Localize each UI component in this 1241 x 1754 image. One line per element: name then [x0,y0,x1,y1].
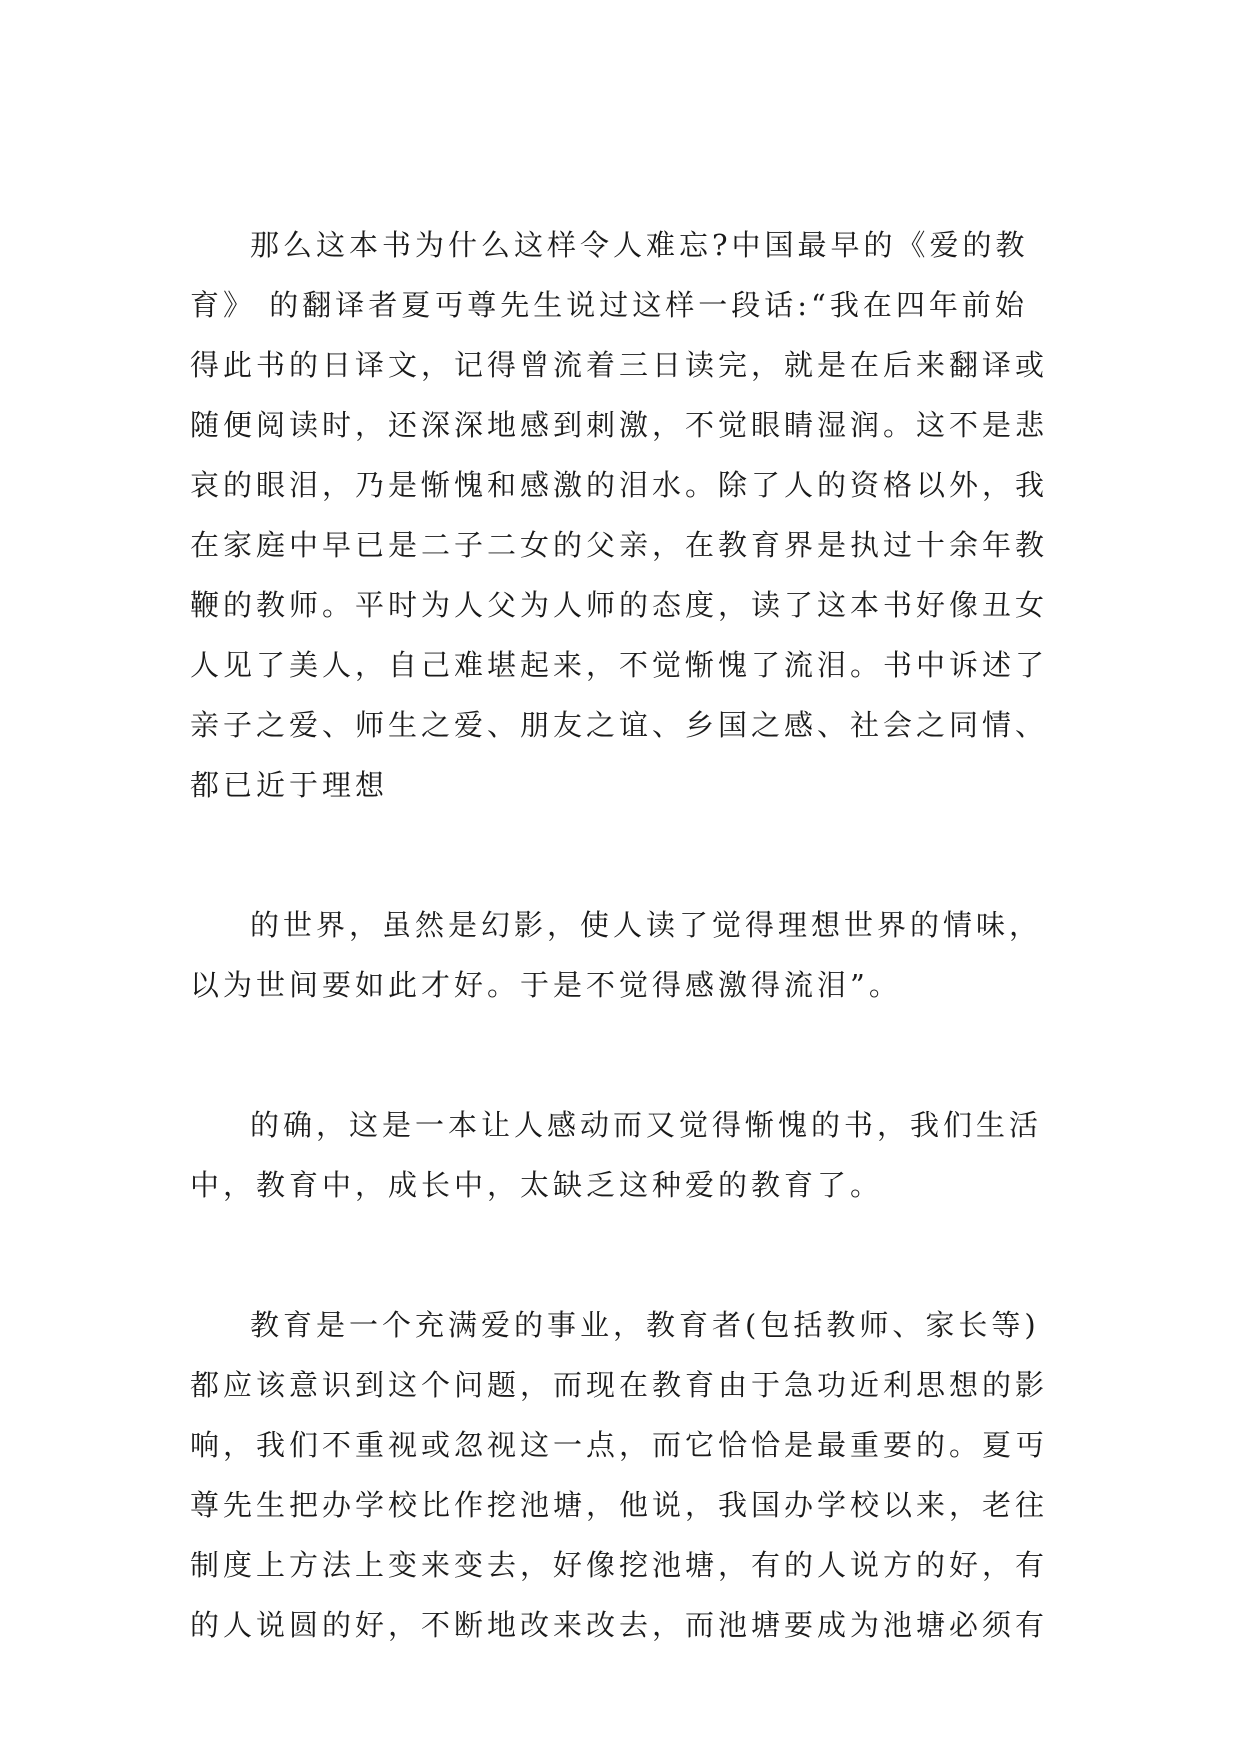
text-line: 尊先生把办学校比作挖池塘，他说，我国办学校以来，老往 [190,1488,1049,1522]
text-line: 在家庭中早已是二子二女的父亲，在教育界是执过十余年教 [190,528,1049,562]
paragraph-spacer [190,1015,1070,1095]
document-body [190,215,1070,1655]
text-line: 制度上方法上变来变去，好像挖池塘，有的人说方的好，有 [190,1548,1049,1582]
paragraph-spacer [190,1215,1070,1295]
text-line: 以为世间要如此才好。于是不觉得感激得流泪”。 [190,968,902,1002]
text-line: 那么这本书为什么这样令人难忘?中国最早的《爱的教 [250,228,1029,262]
text-line: 的人说圆的好，不断地改来改去，而池塘要成为池塘必须有 [190,1608,1049,1642]
text-line: 都应该意识到这个问题，而现在教育由于急功近利思想的影 [190,1368,1049,1402]
paragraph-2 [190,895,1070,1015]
text-line: 亲子之爱、师生之爱、朋友之谊、乡国之感、社会之同情、 [190,708,1049,742]
paragraph-1 [190,215,1070,815]
text-line: 哀的眼泪，乃是惭愧和感激的泪水。除了人的资格以外，我 [190,468,1049,502]
paragraph-spacer [190,815,1070,895]
text-line: 鞭的教师。平时为人父为人师的态度，读了这本书好像丑女 [190,588,1049,622]
text-line: 都已近于理想 [190,768,389,802]
text-line: 中，教育中，成长中，太缺乏这种爱的教育了。 [190,1168,884,1202]
text-line: 教育是一个充满爱的事业，教育者(包括教师、家长等) [250,1308,1040,1342]
text-line: 育》 的翻译者夏丏尊先生说过这样一段话:“我在四年前始 [190,288,1028,322]
paragraph-4 [190,1295,1070,1655]
text-line: 的确，这是一本让人感动而又觉得惭愧的书，我们生活 [250,1108,1043,1142]
text-line: 的世界，虽然是幻影，使人读了觉得理想世界的情味， [250,908,1043,942]
text-line: 人见了美人，自己难堪起来，不觉惭愧了流泪。书中诉述了 [190,648,1049,682]
text-line: 得此书的日译文，记得曾流着三日读完，就是在后来翻译或 [190,348,1049,382]
paragraph-3 [190,1095,1070,1215]
text-line: 响，我们不重视或忽视这一点，而它恰恰是最重要的。夏丏 [190,1428,1049,1462]
text-line: 随便阅读时，还深深地感到刺激，不觉眼睛湿润。这不是悲 [190,408,1049,442]
